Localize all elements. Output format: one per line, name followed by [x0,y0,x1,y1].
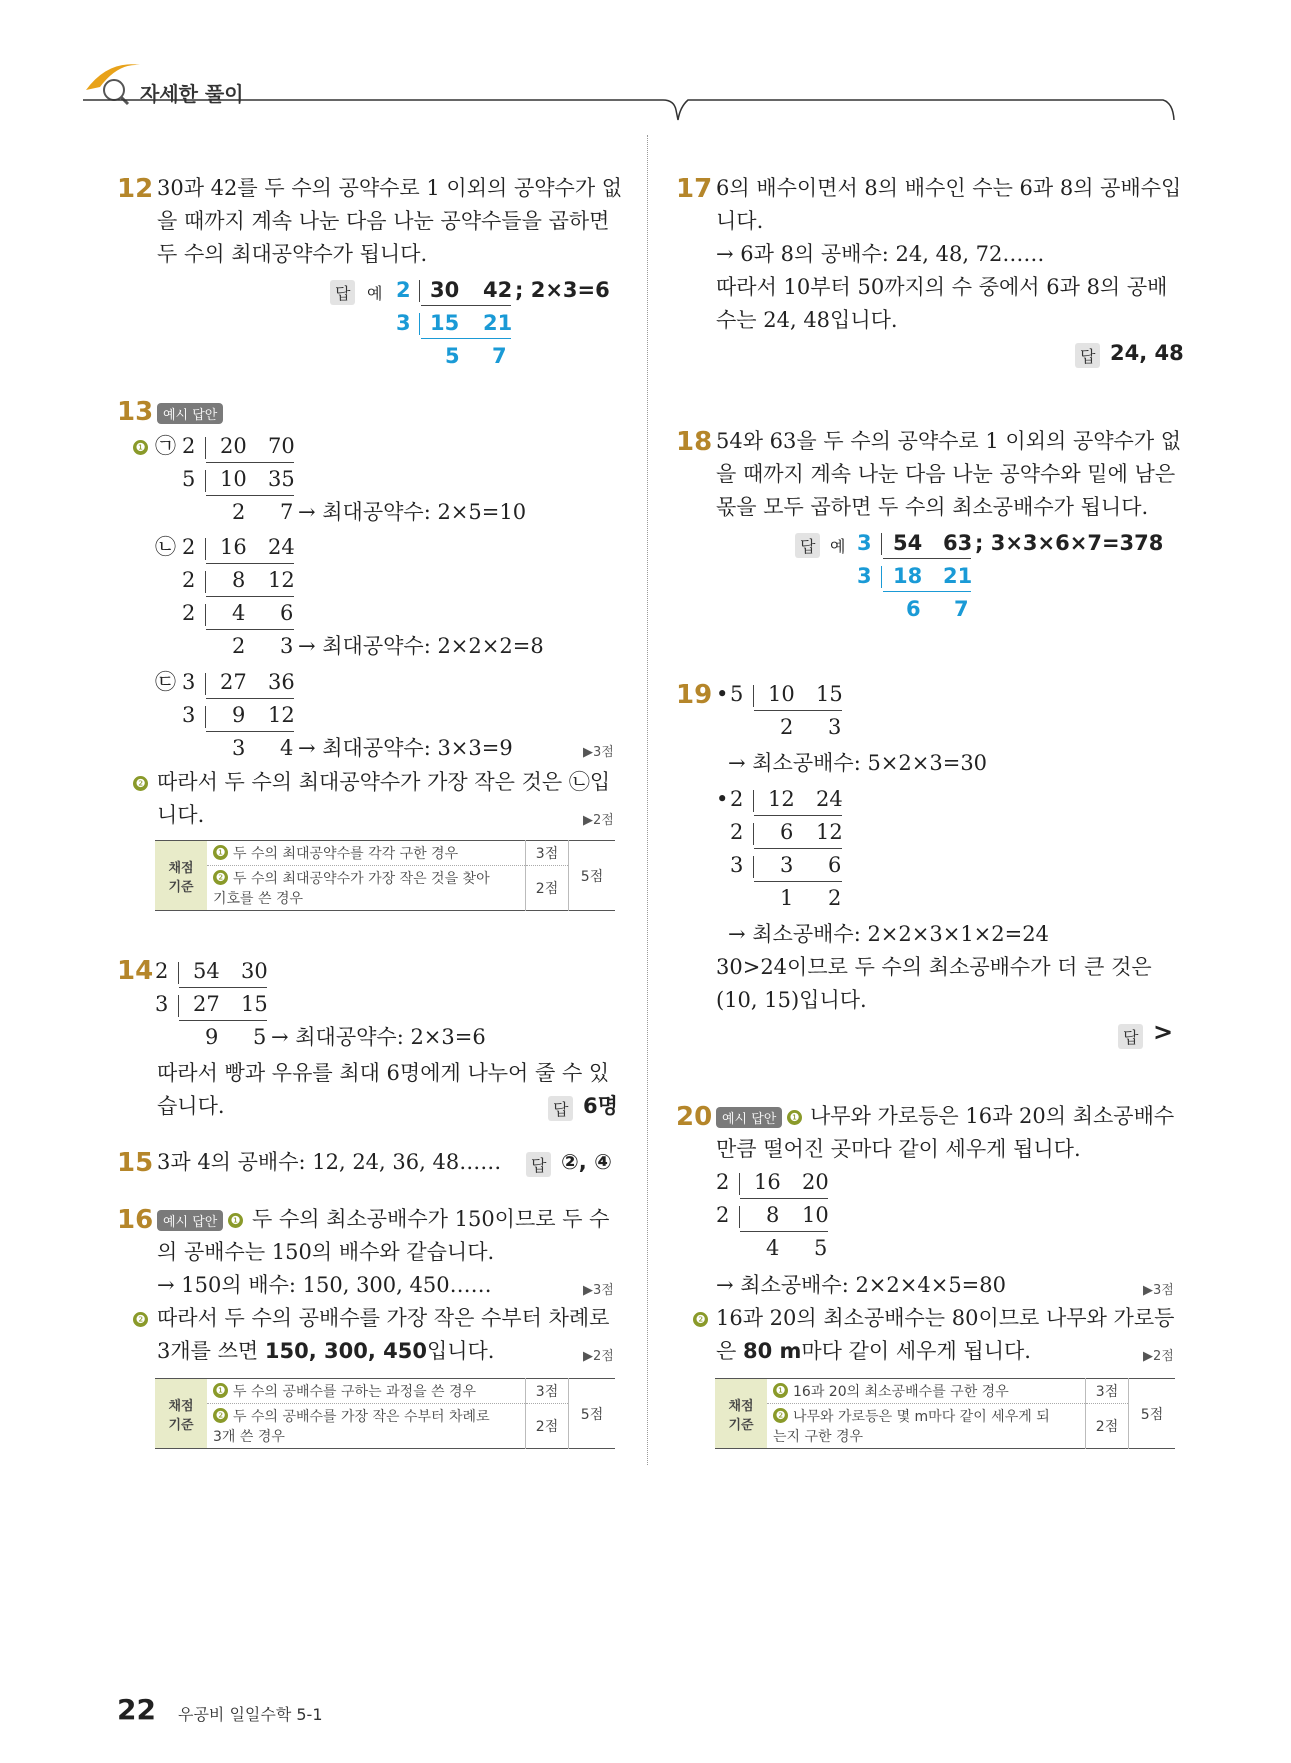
q13a-q1: 2 [232,500,246,524]
q20-div-1: 2 [716,1170,730,1194]
q16-points-2: ▶2점 [583,1349,614,1364]
q16-score-table [155,1378,615,1449]
q19b-lcm: → 최소공배수: 2×2×3×1×2=24 [728,922,1049,946]
question-number-15: 15 [117,1148,154,1178]
step-1-icon: ❶ [213,845,228,860]
q19b-div-1: 2 [730,787,744,811]
q20-line-2: 만큼 떨어진 곳마다 같이 세우게 됩니다. [716,1137,1081,1161]
q14-a1: 54 [193,959,220,983]
q20-score-criterion-2b: 는지 구한 경우 [773,1429,864,1445]
q13c-div-2: 3 [182,703,196,727]
q13-points-2: ▶2점 [583,813,614,828]
q13-score-points-2: 2점 [526,866,569,911]
q12-num-b1: 42 [483,278,513,302]
bullet: • [716,787,729,811]
q19a-b1: 15 [816,682,843,706]
q14-gcd: → 최대공약수: 2×3=6 [271,1025,486,1049]
q16-line-1: 두 수의 최소공배수가 150이므로 두 수 [252,1207,610,1231]
question-number-12: 12 [117,174,154,204]
step-2-icon: ❷ [133,776,148,791]
q20-lcm: → 최소공배수: 2×2×4×5=80 [716,1273,1006,1297]
answer-badge: 답 [1075,343,1100,368]
q20-points-1: ▶3점 [1143,1283,1174,1298]
q18-line-3: 몫을 모두 곱하면 두 수의 최소공배수가 됩니다. [716,495,1149,519]
question-number-16: 16 [117,1205,154,1235]
q17-line-5: 수는 24, 48입니다. [716,308,898,332]
q13b-div-1: 2 [182,535,196,559]
step-2-icon: ❷ [693,1312,708,1327]
q14-q2: 5 [253,1025,267,1049]
score-cat-1: 채점 [168,860,194,876]
q20-b2: 10 [802,1203,829,1227]
q19a-q1: 2 [780,715,794,739]
q13b-gcd: → 최대공약수: 2×2×2=8 [298,634,544,658]
q18-num-a1: 54 [893,531,923,555]
q20-score-total: 5점 [1129,1379,1176,1449]
q12-quot-b: 7 [492,344,507,368]
step-2-icon: ❷ [133,1312,148,1327]
q17-answer: 24, 48 [1110,341,1184,365]
q13a-div-2: 5 [182,467,196,491]
q13b-a3: 4 [232,601,246,625]
q18-num-a2: 18 [893,564,923,588]
answer-badge: 답 [1118,1024,1143,1049]
column-divider [647,135,648,1465]
q13a-a2: 10 [220,467,247,491]
q13c-b2: 12 [268,703,295,727]
q14-line-1: 따라서 빵과 우유를 최대 6명에게 나누어 줄 수 있 [157,1061,610,1085]
answer-badge: 답 [330,280,355,305]
q14-div-1: 2 [155,959,169,983]
q18-divisor-2: 3 [857,564,872,588]
q13c-b1: 36 [268,670,295,694]
q19b-b3: 6 [828,853,842,877]
page-number: 22 [117,1693,156,1726]
q19b-q1: 1 [780,886,794,910]
q13-mark-c: ㉢ [155,670,176,694]
q20-line-4 [716,1335,1031,1368]
q13-score-criterion-2b: 기호를 쓴 경우 [213,891,304,907]
q16-score-points-1: 3점 [526,1379,569,1404]
q16-score-criterion-2a: 두 수의 공배수를 가장 작은 수부터 차례로 [233,1409,490,1425]
q16-score-criterion-1: 두 수의 공배수를 구하는 과정을 쓴 경우 [233,1384,477,1400]
q20-score-points-2: 2점 [1086,1404,1129,1449]
step-1-icon: ❶ [773,1383,788,1398]
score-cat-2: 기준 [728,1417,754,1433]
q13c-div-1: 3 [182,670,196,694]
q13-score-points-1: 3점 [526,841,569,866]
question-number-17: 17 [676,174,713,204]
score-cat-1: 채점 [728,1398,754,1414]
q17-line-4: 따라서 10부터 50까지의 수 중에서 6과 8의 공배 [716,275,1168,299]
q20-line-1: 나무와 가로등은 16과 20의 최소공배수 [810,1104,1175,1128]
q19b-a2: 6 [780,820,794,844]
q13b-a2: 8 [232,568,246,592]
example-answer-badge: 예시 답안 [157,403,223,424]
score-cat-2: 기준 [168,1417,194,1433]
q13-step2-line-1: 따라서 두 수의 최대공약수가 가장 작은 것은 ㉡입 [157,770,611,794]
example-answer-badge: 예시 답안 [157,1210,223,1231]
q14-b1: 30 [241,959,268,983]
q12-quot-a: 5 [445,344,460,368]
q12-num-a1: 30 [430,278,460,302]
q12-line-1: 30과 42를 두 수의 공약수로 1 이외의 공약수가 없 [157,176,623,200]
q14-div-2: 3 [155,992,169,1016]
q12-result: ; 2×3=6 [515,278,610,302]
question-number-13: 13 [117,397,154,427]
q13-score-criterion-1: 두 수의 최대공약수를 각각 구한 경우 [233,846,459,862]
q16-line-5c: 입니다. [426,1339,495,1363]
q17-line-2: 니다. [716,209,764,233]
step-1-icon: ❶ [133,440,148,455]
q20-score-criterion-1: 16과 20의 최소공배수를 구한 경우 [793,1384,1009,1400]
q18-result: ; 3×3×6×7=378 [975,531,1164,555]
question-number-20: 20 [676,1102,713,1132]
q19b-div-3: 3 [730,853,744,877]
q12-divisor-1: 2 [396,278,411,302]
answer-badge: 답 [795,533,820,558]
example-mark: 예 [367,284,383,303]
q18-quot-b: 7 [954,597,969,621]
q15-text: 3과 4의 공배수: 12, 24, 36, 48…… [157,1150,502,1174]
q13a-b2: 35 [268,467,295,491]
q13a-q2: 7 [280,500,294,524]
q12-line-2: 을 때까지 계속 나눈 다음 나눈 공약수들을 곱하면 [157,209,610,233]
q20-score-table [715,1378,1175,1449]
answer-badge: 답 [526,1152,551,1177]
q13a-b1: 70 [268,434,295,458]
q13c-a2: 9 [232,703,246,727]
q14-a2: 27 [193,992,220,1016]
q20-line-4c: 마다 같이 세우게 됩니다. [801,1339,1031,1363]
q16-line-5b: 150, 300, 450 [264,1339,427,1363]
q14-line-2: 습니다. [157,1094,225,1118]
header-title: 자세한 풀이 [140,82,244,106]
q19a-q2: 3 [828,715,842,739]
q15-answer: ②, ④ [561,1150,612,1174]
q13b-a1: 16 [220,535,247,559]
q13b-q2: 3 [280,634,294,658]
q13b-div-3: 2 [182,601,196,625]
q13-step2-line-2: 니다. [157,803,205,827]
q13b-b3: 6 [280,601,294,625]
q12-num-b2: 21 [483,311,513,335]
q13c-q1: 3 [232,736,246,760]
q19b-b1: 24 [816,787,843,811]
q19a-a1: 10 [768,682,795,706]
q18-divisor-1: 3 [857,531,872,555]
q19b-q2: 2 [828,886,842,910]
question-number-19: 19 [676,680,713,710]
q20-points-2: ▶2점 [1143,1349,1174,1364]
q13-score-table [155,840,615,911]
step-1-icon: ❶ [213,1383,228,1398]
q16-score-points-2: 2점 [526,1404,569,1449]
q18-num-b1: 63 [943,531,973,555]
q14-q1: 9 [205,1025,219,1049]
q19-line-1: 30>24이므로 두 수의 최소공배수가 더 큰 것은 [716,955,1152,979]
q19-answer: > [1153,1018,1174,1046]
step-1-icon: ❶ [787,1110,802,1125]
q19b-a3: 3 [780,853,794,877]
q16-line-4: 따라서 두 수의 공배수를 가장 작은 수부터 차례로 [157,1306,610,1330]
q20-q1: 4 [766,1236,780,1260]
q17-line-1: 6의 배수이면서 8의 배수인 수는 6과 8의 공배수입 [716,176,1182,200]
example-mark: 예 [830,537,846,556]
q20-line-4a: 은 [716,1339,743,1363]
q13c-a1: 27 [220,670,247,694]
q16-score-total: 5점 [569,1379,616,1449]
q12-divisor-2: 3 [396,311,411,335]
step-2-icon: ❷ [773,1408,788,1423]
q20-a1: 16 [754,1170,781,1194]
score-cat-1: 채점 [168,1398,194,1414]
step-2-icon: ❷ [213,870,228,885]
q13b-b1: 24 [268,535,295,559]
step-2-icon: ❷ [213,1408,228,1423]
q19a-lcm: → 최소공배수: 5×2×3=30 [728,751,988,775]
q17-line-3: → 6과 8의 공배수: 24, 48, 72…… [716,242,1045,266]
q16-line-2: 의 공배수는 150의 배수와 같습니다. [157,1240,495,1264]
q13-score-criterion-2a: 두 수의 최대공약수가 가장 작은 것을 찾아 [233,871,490,887]
q16-score-criterion-2b: 3개 쓴 경우 [213,1429,285,1445]
q20-score-points-1: 3점 [1086,1379,1129,1404]
q20-q2: 5 [814,1236,828,1260]
q13-mark-b: ㉡ [155,535,176,559]
q19a-div-1: 5 [730,682,744,706]
q13-points-1: ▶3점 [583,745,614,760]
q20-line-3: 16과 20의 최소공배수는 80이므로 나무와 가로등 [716,1306,1175,1330]
q20-div-2: 2 [716,1203,730,1227]
q13a-gcd: → 최대공약수: 2×5=10 [298,500,527,524]
q19-line-2: (10, 15)입니다. [716,988,867,1012]
q13a-a1: 20 [220,434,247,458]
q19b-b2: 12 [816,820,843,844]
q16-points-1: ▶3점 [583,1283,614,1298]
bullet: • [716,682,729,706]
q13b-div-2: 2 [182,568,196,592]
answer-badge: 답 [548,1096,573,1121]
q12-line-3: 두 수의 최대공약수가 됩니다. [157,242,428,266]
q20-a2: 8 [766,1203,780,1227]
q13-score-total: 5점 [569,841,616,911]
q13a-div-1: 2 [182,434,196,458]
q18-line-2: 을 때까지 계속 나눈 다음 나눈 공약수와 밑에 남은 [716,462,1176,486]
score-cat-2: 기준 [168,879,194,895]
q13b-b2: 12 [268,568,295,592]
book-title: 우공비 일일수학 5-1 [178,1705,323,1724]
example-answer-badge: 예시 답안 [716,1107,782,1128]
q18-quot-a: 6 [906,597,921,621]
q18-line-1: 54와 63을 두 수의 공약수로 1 이외의 공약수가 없 [716,429,1182,453]
q20-b1: 20 [802,1170,829,1194]
q13-mark-a: ㉠ [155,434,176,458]
question-number-18: 18 [676,427,713,457]
q19b-a1: 12 [768,787,795,811]
q16-line-5 [157,1335,495,1368]
q16-line-3: → 150의 배수: 150, 300, 450…… [157,1273,492,1297]
q13b-q1: 2 [232,634,246,658]
q19b-div-2: 2 [730,820,744,844]
q14-answer: 6명 [583,1094,618,1118]
q20-line-4b: 80 m [742,1339,802,1363]
q13c-gcd: → 최대공약수: 3×3=9 [298,736,513,760]
q20-score-criterion-2a: 나무와 가로등은 몇 m마다 같이 세우게 되 [793,1409,1050,1425]
q16-line-5a: 3개를 쓰면 [157,1339,265,1363]
q18-num-b2: 21 [943,564,973,588]
question-number-14: 14 [117,956,154,986]
q13c-q2: 4 [280,736,294,760]
q14-b2: 15 [241,992,268,1016]
step-1-icon: ❶ [228,1213,243,1228]
q12-num-a2: 15 [430,311,460,335]
